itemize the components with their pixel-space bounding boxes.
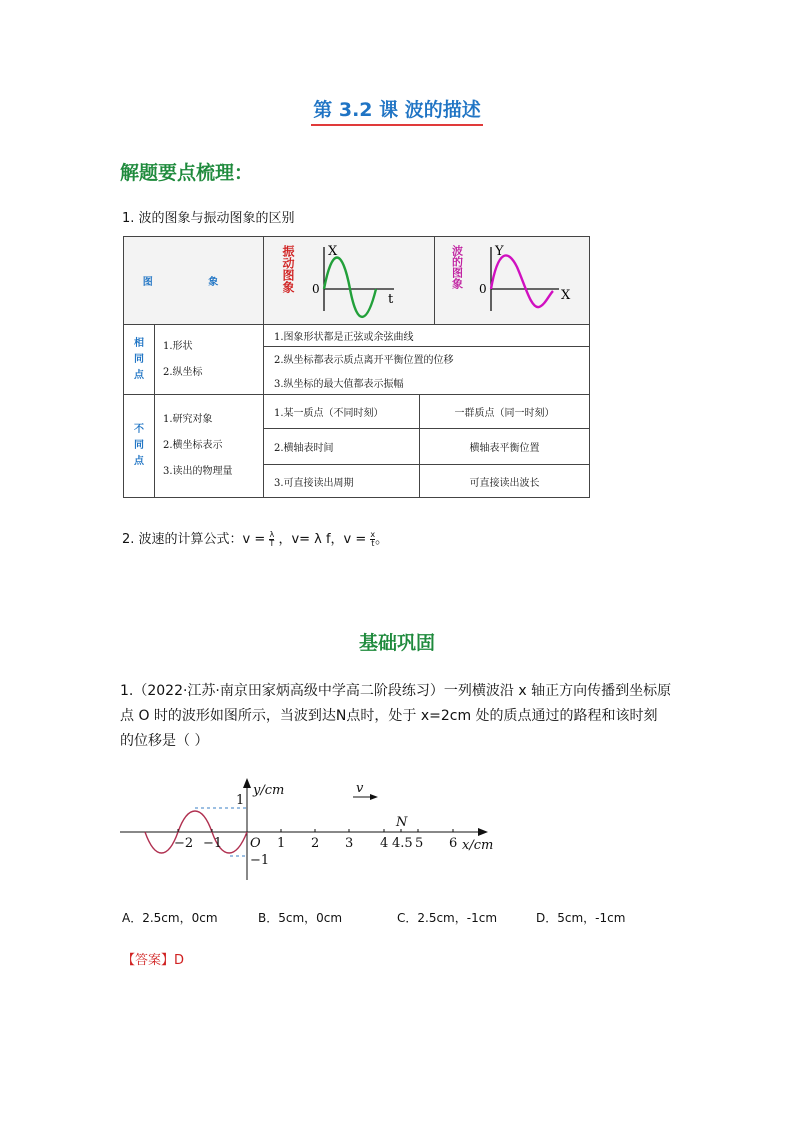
diff-item-quantity: 3.读出的物理量 [163, 466, 233, 477]
y-tick-1: 1 [236, 793, 245, 808]
vibration-graph [264, 237, 434, 321]
x-tick-6: 6 [449, 836, 458, 851]
y-tick-minus-1: −1 [250, 853, 270, 868]
question-line-1: 1.（2022·江苏·南京田家炳高级中学高二阶段练习）一列横波沿 x 轴正方向传播到坐标原 [120, 683, 672, 699]
comparison-table [123, 236, 590, 498]
section-heading-key-points: 解题要点梳理： [120, 162, 254, 184]
diff-vib-1: 1.某一质点（不同时刻） [264, 395, 420, 429]
question-text [120, 679, 680, 754]
origin-label: O [250, 836, 261, 851]
y-axis-label: y/cm [253, 783, 285, 798]
x-axis-label: x/cm [462, 838, 494, 853]
point-n-label: N [396, 815, 408, 830]
option-c[interactable]: C．2.5cm，-1cm [397, 911, 498, 925]
vibration-label: 振动图象 [281, 245, 296, 293]
diff-vib-2: 2.横轴表时间 [264, 429, 420, 465]
page-title: 第 3.2 课 波的描述 [0, 95, 794, 126]
diff-points-label: 不同点 [124, 395, 155, 498]
fraction-x-over-t: $\frac{x}{t}$ [370, 530, 376, 548]
diff-items [155, 395, 264, 498]
diff-vib-3: 3.可直接读出周期 [264, 465, 420, 498]
x-tick-2: 2 [311, 836, 320, 851]
same-item-shape: 1.形状 [163, 340, 193, 352]
section-heading-basics: 基础巩固 [358, 632, 435, 654]
same-item-ordinate: 2.纵坐标 [163, 366, 203, 378]
x-tick-4: 4 [380, 836, 389, 851]
x-tick-1: 1 [277, 836, 286, 851]
option-a[interactable]: A．2.5cm，0cm [122, 911, 218, 925]
fraction-lambda-over-t: $\frac{\lambda}{T}$ [269, 530, 275, 548]
point-1-text: 1. 波的图象与振动图象的区别 [122, 211, 295, 226]
x-tick--1: −1 [203, 836, 223, 851]
question-line-3: 的位移是（ ） [120, 733, 209, 749]
wave-x-label: X [561, 288, 571, 303]
diff-wave-3: 可直接读出波长 [420, 465, 590, 498]
diff-wave-1: 一群质点（同一时刻） [420, 395, 590, 429]
wave-graph [435, 237, 590, 321]
wave-y-label: Y [495, 244, 504, 259]
vib-origin: 0 [312, 282, 320, 296]
vib-x-label: t [388, 292, 394, 307]
point-2-formula: 2. 波速的计算公式：v = $\frac{\lambda}{T}$ ，v= λ f，v = $\frac{x}{t}$ 。 [122, 530, 389, 548]
vib-y-label: X [328, 244, 338, 259]
x-tick-5: 5 [415, 836, 424, 851]
vibration-graph-cell [264, 237, 435, 325]
wave-label: 波的图象 [450, 245, 464, 289]
option-b[interactable]: B．5cm，0cm [258, 911, 343, 925]
question-line-2: 点 O 时的波形如图所示，当波到达N点时，处于 x=2cm 处的质点通过的路程和该时刻 [120, 708, 658, 724]
same-points-label: 相同点 [124, 325, 155, 395]
option-d[interactable]: D．5cm，-1cm [536, 911, 626, 925]
x-tick-3: 3 [345, 836, 354, 851]
wave-origin: 0 [479, 282, 487, 296]
answer-line [122, 949, 184, 968]
same-items [155, 325, 264, 395]
table-header-cell: 图 象 [124, 237, 264, 325]
diff-item-abscissa: 2.横坐标表示 [163, 440, 223, 451]
diff-item-object: 1.研究对象 [163, 414, 213, 425]
same-desc-2: 2.纵坐标都表示质点离开平衡位置的位移 [264, 347, 590, 371]
same-desc-3: 3.纵坐标的最大值都表示振幅 [264, 371, 590, 395]
answer-value: D [174, 953, 185, 968]
wave-figure [110, 774, 510, 886]
velocity-label: v [356, 781, 364, 796]
answer-label: 【答案】 [122, 953, 175, 968]
diff-wave-2: 横轴表平衡位置 [420, 429, 590, 465]
x-tick-4-5: 4.5 [392, 836, 413, 851]
same-desc-1: 1.图象形状都是正弦或余弦曲线 [264, 325, 590, 347]
x-tick--2: −2 [174, 836, 194, 851]
wave-graph-cell [435, 237, 590, 325]
